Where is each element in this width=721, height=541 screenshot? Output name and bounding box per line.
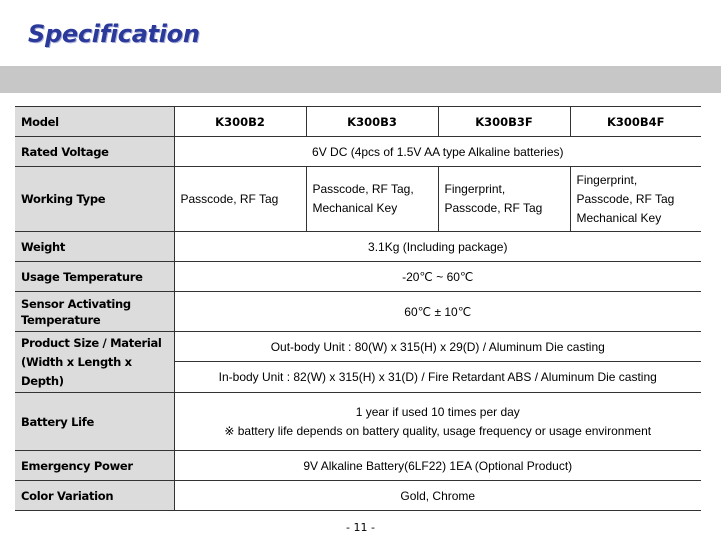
cell-value: [174, 167, 306, 232]
table-row-sensor-temperature: [15, 292, 701, 332]
row-label: Emergency Power: [15, 451, 174, 481]
cell-line: Fingerprint,: [444, 182, 506, 196]
cell-value: -20℃ ~ 60℃: [174, 262, 701, 292]
cell-value: Gold, Chrome: [174, 481, 701, 511]
cell-line: 1 year if used 10 times per day: [355, 404, 520, 419]
cell-value: In-body Unit : 82(W) x 315(H) x 31(D) / Fire Retardant ABS / Aluminum Die casting: [174, 362, 701, 393]
row-label: [15, 332, 174, 393]
table-row-product-size: [15, 332, 701, 362]
cell-value: 60℃ ± 10℃: [174, 292, 701, 332]
row-label: Usage Temperature: [15, 262, 174, 292]
row-label-line: Temperature: [21, 312, 101, 327]
row-label: Rated Voltage: [15, 137, 174, 167]
row-label: Battery Life: [15, 393, 174, 451]
spec-table: [15, 106, 701, 511]
header-band: [0, 66, 721, 93]
page-number: - 11 -: [346, 521, 375, 534]
row-label: Weight: [15, 232, 174, 262]
table-row-weight: [15, 232, 701, 262]
cell-value: [174, 393, 701, 451]
model-header: K300B3F: [438, 107, 570, 137]
cell-value: [570, 167, 701, 232]
model-header: K300B2: [174, 107, 306, 137]
row-label-line: Sensor Activating: [21, 296, 131, 311]
table-row-emergency-power: [15, 451, 701, 481]
page-title: Specification: [28, 20, 200, 48]
cell-line: Passcode, RF Tag: [444, 201, 543, 215]
cell-value: 9V Alkaline Battery(6LF22) 1EA (Optional Product): [174, 451, 701, 481]
table-row-usage-temperature: [15, 262, 701, 292]
cell-line: Mechanical Key: [576, 210, 662, 225]
cell-line: Passcode, RF Tag: [576, 191, 675, 206]
cell-value: [306, 167, 438, 232]
row-label: Color Variation: [15, 481, 174, 511]
table-row-rated-voltage: [15, 137, 701, 167]
model-header: K300B3: [306, 107, 438, 137]
table-row-model: [15, 107, 701, 137]
table-row-color-variation: [15, 481, 701, 511]
cell-value: 6V DC (4pcs of 1.5V AA type Alkaline batteries): [174, 137, 701, 167]
cell-line: Passcode, RF Tag: [180, 191, 279, 206]
cell-value: [438, 167, 570, 232]
table-row-working-type: [15, 167, 701, 232]
row-label-line: (Width x Length x Depth): [21, 354, 132, 388]
cell-line: Passcode, RF Tag,: [312, 182, 414, 196]
cell-line: Mechanical Key: [312, 201, 398, 215]
row-label: Model: [15, 107, 174, 137]
row-label: [15, 292, 174, 332]
model-header: K300B4F: [570, 107, 701, 137]
table-row-battery-life: [15, 393, 701, 451]
cell-line: ※ battery life depends on battery quality, usage frequency or usage environment: [224, 423, 652, 438]
row-label: Working Type: [15, 167, 174, 232]
cell-line: Fingerprint,: [576, 172, 638, 187]
row-label-line: Product Size / Material: [21, 335, 162, 350]
cell-value: Out-body Unit : 80(W) x 315(H) x 29(D) / Aluminum Die casting: [174, 332, 701, 362]
cell-value: 3.1Kg (Including package): [174, 232, 701, 262]
